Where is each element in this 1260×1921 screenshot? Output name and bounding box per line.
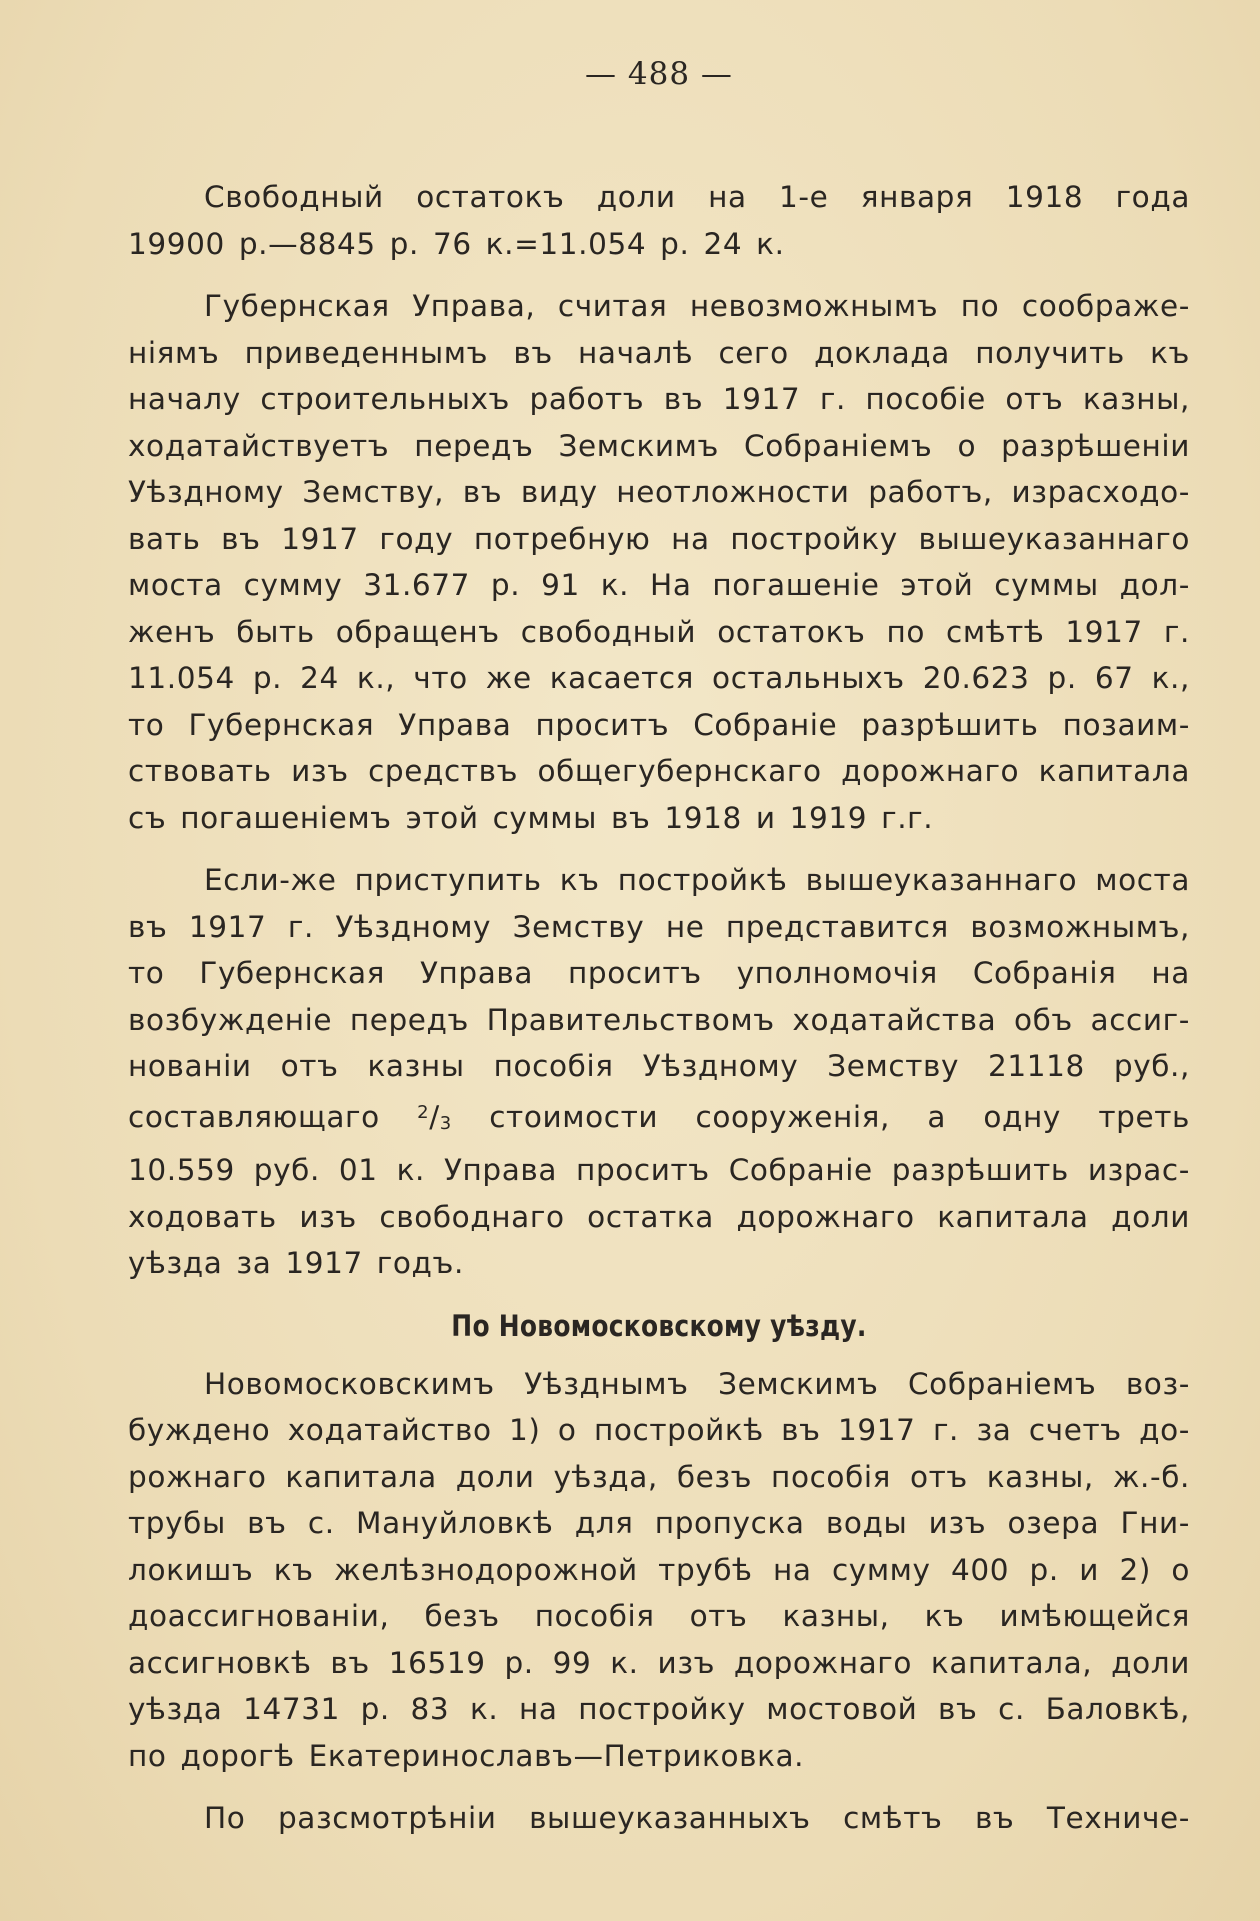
text-line: въ 1917 г. Уѣздному Земству не представится возможнымъ, <box>128 909 1190 944</box>
document-page <box>128 0 1190 1921</box>
text-line: Уѣздному Земству, въ виду неотложности работъ, израсходо- <box>128 475 1190 509</box>
text-line: уѣзда 14731 р. 83 к. на постройку мостовой въ с. Баловкѣ, <box>128 1692 1190 1726</box>
paragraph-2 <box>128 283 1190 841</box>
text-line: Новомосковскимъ Уѣзднымъ Земскимъ Собранiемъ воз- <box>204 1366 1190 1401</box>
body-text <box>128 174 1190 1858</box>
text-line: нiямъ приведеннымъ въ началѣ сего доклада получить къ <box>128 335 1190 370</box>
text-line: трубы въ с. Мануйловкѣ для пропуска воды изъ озера Гни- <box>128 1506 1190 1540</box>
text-line: началу строительныхъ работъ въ 1917 г. пособiе отъ казны, <box>128 382 1190 416</box>
text-line: 11.054 р. 24 к., что же касается остальныхъ 20.623 р. 67 к., <box>128 661 1190 695</box>
fraction-denominator: 3 <box>439 1112 452 1134</box>
text-line: локишъ къ желѣзнодорожной трубѣ на сумму 400 р. и 2) о <box>128 1552 1190 1587</box>
text-segment: составляющаго <box>128 1099 380 1134</box>
text-line: возбужденiе передъ Правительствомъ ходатайства объ ассиг- <box>128 1002 1190 1037</box>
text-line: нованiи отъ казны пособiя Уѣздному Земству 21118 руб., <box>128 1049 1190 1083</box>
text-line: Губернская Управа, считая невозможнымъ по соображе- <box>204 289 1190 323</box>
text-line-with-fraction <box>128 1090 1190 1148</box>
text-line: вать въ 1917 году потребную на постройку вышеуказаннаго <box>128 521 1190 556</box>
text-line: Если-же приступить къ постройкѣ вышеуказаннаго моста <box>204 863 1190 897</box>
section-heading: По Новомосковскому уѣзду. <box>451 1308 867 1343</box>
text-line: 19900 р.—8845 р. 76 к.=11.054 р. 24 к. <box>128 226 785 261</box>
paragraph-1 <box>128 174 1190 267</box>
text-line: рожнаго капитала доли уѣзда, безъ пособiя отъ казны, ж.-б. <box>128 1459 1190 1494</box>
text-line: моста сумму 31.677 р. 91 к. На погашенiе этой суммы дол- <box>128 568 1190 602</box>
text-line: по дорогѣ Екатеринославъ—Петриковка. <box>128 1738 805 1773</box>
text-line: уѣзда за 1917 годъ. <box>128 1246 464 1280</box>
text-line: 10.559 руб. 01 к. Управа проситъ Собранiе разрѣшить израс- <box>128 1153 1190 1187</box>
text-line: Свободный остатокъ доли на 1-е января 1918 года <box>204 180 1190 214</box>
text-line: ходовать изъ свободнаго остатка дорожнаго капитала доли <box>128 1199 1190 1234</box>
text-line: ассигновкѣ въ 16519 р. 99 к. изъ дорожнаго капитала, доли <box>128 1645 1190 1680</box>
text-line: По разсмотрѣнiи вышеуказанныхъ смѣтъ въ Техниче- <box>204 1801 1190 1835</box>
text-line: ходатайствуетъ передъ Земскимъ Собранiемъ о разрѣшенiи <box>128 428 1190 463</box>
text-line: доассигнованiи, безъ пособiя отъ казны, къ имѣющейся <box>128 1599 1190 1633</box>
paragraph-4 <box>128 1361 1190 1780</box>
text-line: то Губернская Управа проситъ уполномочiя Собранiя на <box>128 956 1190 990</box>
text-segment: стоимости сооруженiя, а одну треть <box>489 1099 1190 1134</box>
text-line: то Губернская Управа проситъ Собранiе разрѣшить позаим- <box>128 707 1190 742</box>
text-line: буждено ходатайство 1) о постройкѣ въ 1917 г. за счетъ до- <box>128 1413 1190 1447</box>
fraction: $^2$/3 <box>417 1099 452 1134</box>
paragraph-3 <box>128 857 1190 1287</box>
paragraph-5 <box>128 1795 1190 1842</box>
text-line: съ погашенiемъ этой суммы въ 1918 и 1919 г.г. <box>128 800 934 835</box>
fraction-numerator: 2 <box>417 1101 430 1123</box>
text-line: женъ быть обращенъ свободный остатокъ по смѣтѣ 1917 г. <box>128 614 1190 649</box>
text-line: ствовать изъ средствъ общегубернскаго дорожнаго капитала <box>128 754 1190 788</box>
page-number: — 488 — <box>585 56 733 92</box>
